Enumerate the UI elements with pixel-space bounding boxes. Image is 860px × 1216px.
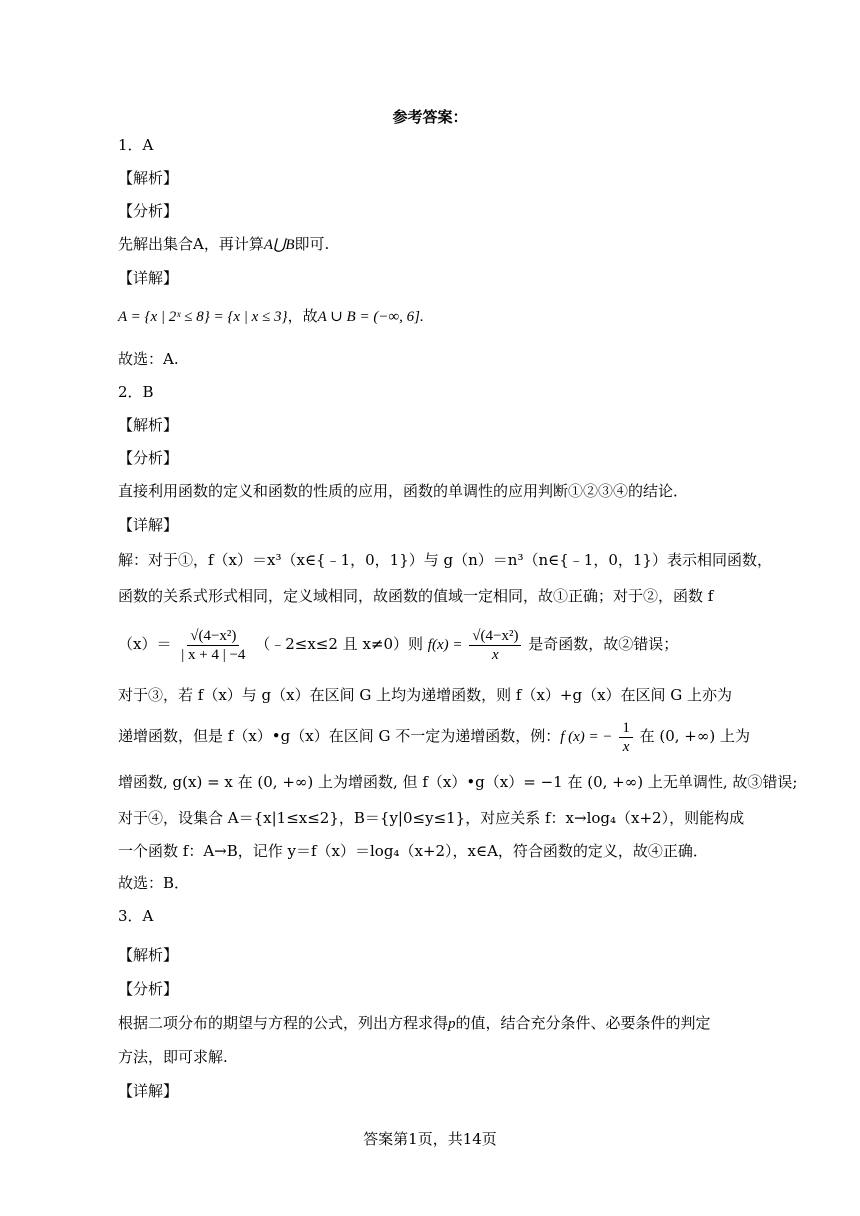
q1-detail-set-a: A = {x | 2ˣ ≤ 8} = {x | x ≤ 3} (118, 309, 288, 325)
q2-answer: 2．B (118, 383, 154, 401)
q3-fenxi-pre: 根据二项分布的期望与方程的公式，列出方程求得 (118, 1014, 449, 1032)
q2-detail-line4: 对于③，若 f（x）与 g（x）在区间 G 上均为递增函数，则 f（x）+g（x）在区间 G 上亦为 (118, 686, 733, 704)
q1-label-xiangjie: 【详解】 (118, 269, 179, 287)
q2-detail-line8: 一个函数 f：A→B，记作 y＝f（x）＝log₄（x+2），x∈A，符合函数的定义，故④正确． (118, 842, 708, 860)
q3-fenxi-p: p (448, 1016, 456, 1032)
q2-fraction-1-numerator: √(4−x²) (187, 627, 239, 646)
q3-label-xiangjie: 【详解】 (118, 1082, 179, 1100)
page-footer: 答案第1页，共14页 (363, 1130, 497, 1148)
q2-fraction-3 (619, 719, 633, 756)
q2-line3-mid: （﹣2≤x≤2 且 x≠0）则 (255, 635, 424, 653)
q2-fraction-1 (178, 627, 248, 664)
q3-answer: 3．A (118, 907, 154, 925)
q2-line5-fx: f (x) = − (560, 729, 613, 745)
q1-fenxi-expr: A⋃B (263, 237, 295, 253)
q2-detail-line7: 对于④，设集合 A＝{x|1≤x≤2}，B＝{y|0≤y≤1}，对应关系 f：x→log₄（x+2），则能构成 (118, 809, 745, 827)
q2-line3-fx: f(x) = (427, 637, 463, 653)
q1-fenxi-set: A (193, 235, 204, 253)
q3-fenxi-line1 (118, 1013, 711, 1034)
q2-label-xiangjie: 【详解】 (118, 516, 179, 534)
q3-label-jiexi: 【解析】 (118, 946, 179, 964)
q2-fraction-3-numerator: 1 (619, 719, 633, 738)
q2-fraction-2 (469, 627, 521, 664)
q1-detail-union: A ∪ B = (−∞, 6]. (317, 309, 424, 325)
q2-fraction-1-denominator: | x + 4 | −4 (181, 646, 246, 663)
q2-line5-post: 在 (0, +∞) 上为 (639, 727, 750, 745)
q2-fraction-2-denominator: x (492, 646, 499, 663)
page-title: 参考答案： (392, 108, 468, 126)
q1-fenxi-mid: ，再计算 (203, 235, 264, 253)
q2-detail-line1: 解：对于①，f（x）＝x³（x∈{﹣1，0，1}）与 g（n）＝n³（n∈{﹣1，0，1}）表示相同函数， (118, 551, 772, 569)
q3-label-fenxi: 【分析】 (118, 980, 179, 998)
q1-fenxi (118, 234, 329, 255)
q1-label-jiexi: 【解析】 (118, 169, 179, 187)
q2-fraction-2-numerator: √(4−x²) (469, 627, 521, 646)
q2-detail-line6: 增函数, g(x) = x 在 (0, +∞) 上为增函数, 但 f（x）•g（x）= −1 在 (0, +∞) 上无单调性, 故③错误; (118, 773, 798, 791)
q1-fenxi-post: 即可. (294, 235, 330, 253)
q2-line3-pre: （x）＝ (118, 635, 172, 653)
q2-fraction-3-denominator: x (622, 738, 630, 755)
q1-detail-comma: ，故 (287, 307, 318, 325)
q1-label-fenxi: 【分析】 (118, 202, 179, 220)
q2-detail-line2: 函数的关系式形式相同，定义域相同，故函数的值域一定相同，故①正确；对于②，函数 f (118, 587, 714, 605)
q2-conclusion: 故选：B． (118, 874, 190, 892)
q1-fenxi-pre: 先解出集合 (118, 235, 194, 253)
q1-answer: 1．A (118, 136, 154, 154)
q2-line3-post: 是奇函数，故②错误； (528, 635, 679, 653)
q3-fenxi-post: 的值，结合充分条件、必要条件的判定 (455, 1014, 711, 1032)
q1-conclusion: 故选：A. (118, 350, 179, 368)
q1-detail (118, 306, 424, 327)
q2-line5-pre: 递增函数，但是 f（x）•g（x）在区间 G 不一定为递增函数，例： (118, 727, 561, 745)
q2-fenxi: 直接利用函数的定义和函数的性质的应用，函数的单调性的应用判断①②③④的结论． (118, 482, 689, 500)
q2-label-fenxi: 【分析】 (118, 449, 179, 467)
q2-detail-line3 (118, 624, 678, 665)
q3-fenxi-line2: 方法，即可求解. (118, 1048, 228, 1066)
q2-detail-line5 (118, 716, 750, 757)
q2-label-jiexi: 【解析】 (118, 416, 179, 434)
